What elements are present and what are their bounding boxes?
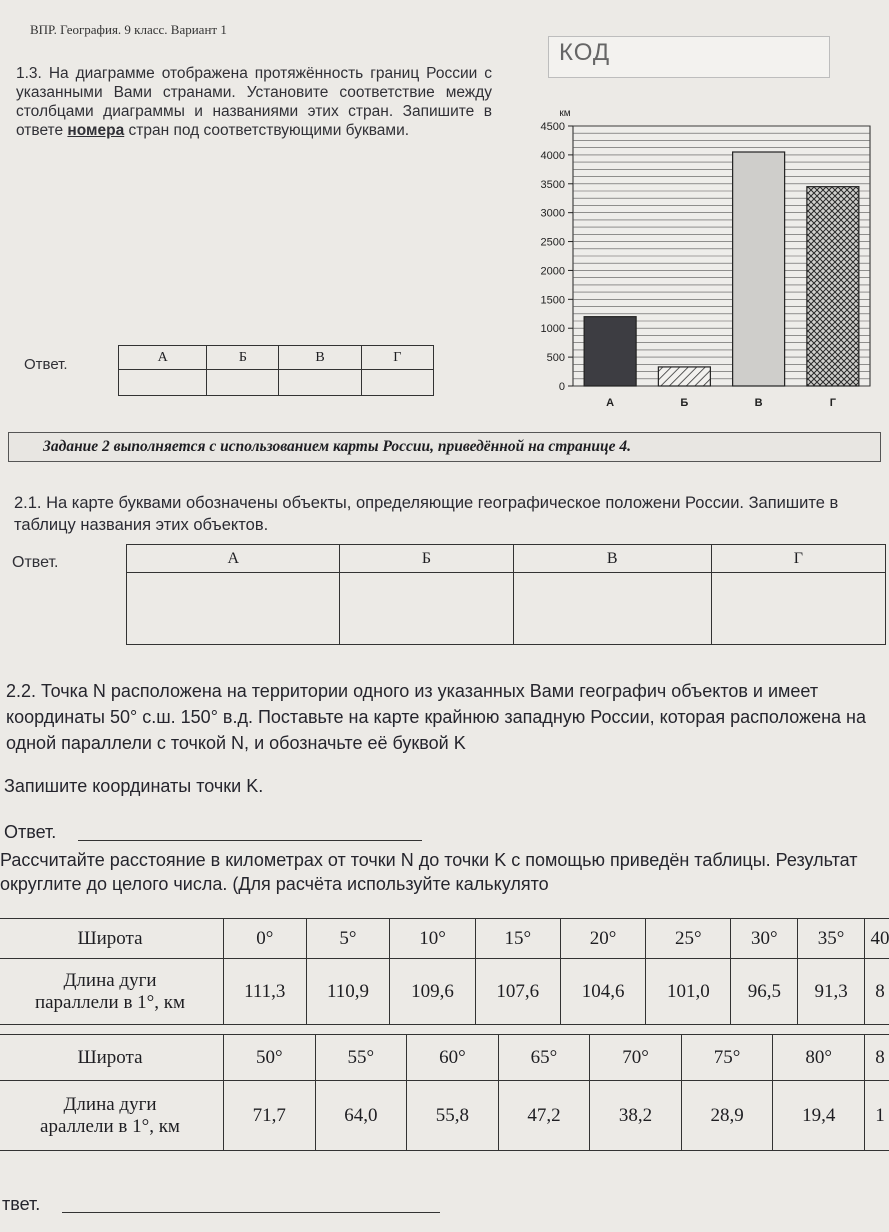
- x-tick-label: Г: [829, 397, 836, 409]
- y-tick-label: 1000: [540, 323, 565, 336]
- arc-label-line-2: араллели в 1°, км: [40, 1115, 180, 1137]
- bar-1: [584, 317, 636, 386]
- task-2-2-text: [6, 678, 889, 756]
- arc-label-line-2: параллели в 1°, км: [34, 991, 186, 1013]
- latitude-cell: 40: [865, 919, 889, 959]
- latitude-cell: 8: [865, 1035, 889, 1081]
- bar-2: [658, 367, 710, 386]
- y-tick-label: 500: [546, 352, 565, 365]
- answer-cell[interactable]: [207, 370, 279, 396]
- arc-length-cell: 109,6: [390, 959, 475, 1025]
- latitude-cell: 25°: [646, 919, 731, 959]
- final-answer-line[interactable]: [62, 1212, 440, 1213]
- arc-length-cell: 110,9: [306, 959, 390, 1025]
- arc-label-line-1: Длина дуги: [63, 1093, 157, 1115]
- arc-length-cell: 64,0: [315, 1081, 407, 1151]
- task-number: 2.2.: [6, 681, 37, 701]
- arc-length-label: [0, 1081, 224, 1151]
- code-box: [548, 36, 830, 78]
- arc-length-cell: 111,3: [224, 959, 307, 1025]
- x-tick-label: А: [606, 397, 615, 409]
- latitude-label: Широта: [0, 919, 224, 959]
- arc-length-cell: 101,0: [646, 959, 731, 1025]
- answer-header-g: Г: [711, 545, 885, 573]
- answer-cell[interactable]: [513, 573, 711, 645]
- answer-header-v: В: [513, 545, 711, 573]
- arc-length-cell: 19,4: [773, 1081, 865, 1151]
- arc-length-cell: 104,6: [560, 959, 645, 1025]
- arc-length-cell: 8: [865, 959, 889, 1025]
- y-tick-label: 2500: [540, 236, 565, 249]
- answer-label-2-2: Ответ.: [4, 822, 57, 842]
- y-tick-label: 3000: [540, 207, 565, 220]
- task-2-banner: Задание 2 выполняется с использованием карты России, приведённой на странице 4.: [8, 432, 881, 462]
- answer-line-coords[interactable]: [78, 840, 422, 841]
- write-coordinates: Запишите координаты точки K.: [4, 776, 264, 796]
- task-1-3-text: [16, 64, 492, 140]
- border-length-chart: [505, 100, 885, 420]
- arc-length-cell: 55,8: [407, 1081, 499, 1151]
- y-axis-unit: км: [559, 108, 571, 119]
- x-tick-label: В: [754, 397, 763, 409]
- latitude-cell: 20°: [560, 919, 645, 959]
- latitude-cell: 5°: [306, 919, 390, 959]
- y-tick-label: 1500: [540, 294, 565, 307]
- latitude-cell: 55°: [315, 1035, 407, 1081]
- latitude-cell: 0°: [224, 919, 307, 959]
- answer-header-a: А: [127, 545, 340, 573]
- answer-header-v: В: [279, 346, 361, 370]
- arc-label-line-1: Длина дуги: [63, 969, 157, 991]
- arc-length-cell: 96,5: [731, 959, 798, 1025]
- arc-length-cell: 107,6: [475, 959, 560, 1025]
- calc-instruction: Рассчитайте расстояние в километрах от точки N до точки K с помощью приведён таблицы. Результат округлите до целого числа. (Для расчёта используйте калькулято: [0, 850, 858, 894]
- latitude-cell: 60°: [407, 1035, 499, 1081]
- arc-length-cell: 38,2: [590, 1081, 682, 1151]
- answer-cell[interactable]: [279, 370, 361, 396]
- task-text: Точка N расположена на территории одного из указанных Вами географич объектов и имеет координаты 50° с.ш. 150° в.д. Поставьте на карте крайнюю западную России, которая расположена на одной параллели с точкой N, и обозначьте её буквой K: [6, 681, 867, 753]
- task-2-1-text: [14, 492, 889, 536]
- arc-length-cell: 28,9: [681, 1081, 773, 1151]
- task-bold-word: номера: [67, 122, 125, 139]
- answer-table-1-3: [118, 345, 434, 396]
- y-tick-label: 2000: [540, 265, 565, 278]
- answer-cell[interactable]: [340, 573, 513, 645]
- arc-length-cell: 91,3: [798, 959, 865, 1025]
- bar-4: [807, 187, 859, 386]
- answer-header-a: А: [119, 346, 207, 370]
- latitude-cell: 10°: [390, 919, 475, 959]
- latitude-cell: 15°: [475, 919, 560, 959]
- answer-header-b: Б: [340, 545, 513, 573]
- bar-3: [733, 152, 785, 386]
- arc-length-cell: 1: [865, 1081, 889, 1151]
- answer-cell[interactable]: [127, 573, 340, 645]
- y-tick-label: 4000: [540, 149, 565, 162]
- arc-length-cell: 71,7: [224, 1081, 316, 1151]
- task-text: На диаграмме отображена протяжённость границ России с указанными Вами странами. Установите соответствие между столбцами диаграммы и названиями этих стран. Запишите в ответе: [16, 65, 492, 139]
- answer-label-2-1: Ответ.: [12, 554, 59, 571]
- task-text: На карте буквами обозначены объекты, определяющие географическое положени России. Запишите в таблицу названия этих объектов.: [14, 494, 839, 534]
- answer-cell[interactable]: [361, 370, 433, 396]
- latitude-table-1: [0, 918, 889, 1025]
- latitude-cell: 70°: [590, 1035, 682, 1081]
- code-label: КОД: [559, 39, 611, 66]
- answer-label-1-3: Ответ.: [24, 356, 68, 373]
- final-answer-label: твет.: [2, 1194, 41, 1214]
- task-number: 1.3.: [16, 65, 42, 82]
- answer-cell[interactable]: [711, 573, 885, 645]
- answer-header-b: Б: [207, 346, 279, 370]
- latitude-label: Широта: [0, 1035, 224, 1081]
- latitude-cell: 75°: [681, 1035, 773, 1081]
- latitude-cell: 80°: [773, 1035, 865, 1081]
- latitude-cell: 50°: [224, 1035, 316, 1081]
- answer-table-2-1: [126, 544, 886, 645]
- page-header: ВПР. География. 9 класс. Вариант 1: [30, 22, 227, 37]
- y-tick-label: 0: [558, 381, 565, 393]
- task-number: 2.1.: [14, 494, 42, 512]
- latitude-cell: 65°: [498, 1035, 590, 1081]
- latitude-table-2: [0, 1034, 889, 1151]
- arc-length-label: [0, 959, 224, 1025]
- y-tick-label: 3500: [540, 178, 565, 191]
- latitude-cell: 30°: [731, 919, 798, 959]
- answer-header-g: Г: [361, 346, 433, 370]
- arc-length-cell: 47,2: [498, 1081, 590, 1151]
- task-text-end: стран под соответствующими буквами.: [128, 122, 410, 139]
- x-tick-label: Б: [680, 397, 689, 409]
- latitude-cell: 35°: [798, 919, 865, 959]
- y-tick-label: 4500: [540, 121, 565, 133]
- answer-cell[interactable]: [119, 370, 207, 396]
